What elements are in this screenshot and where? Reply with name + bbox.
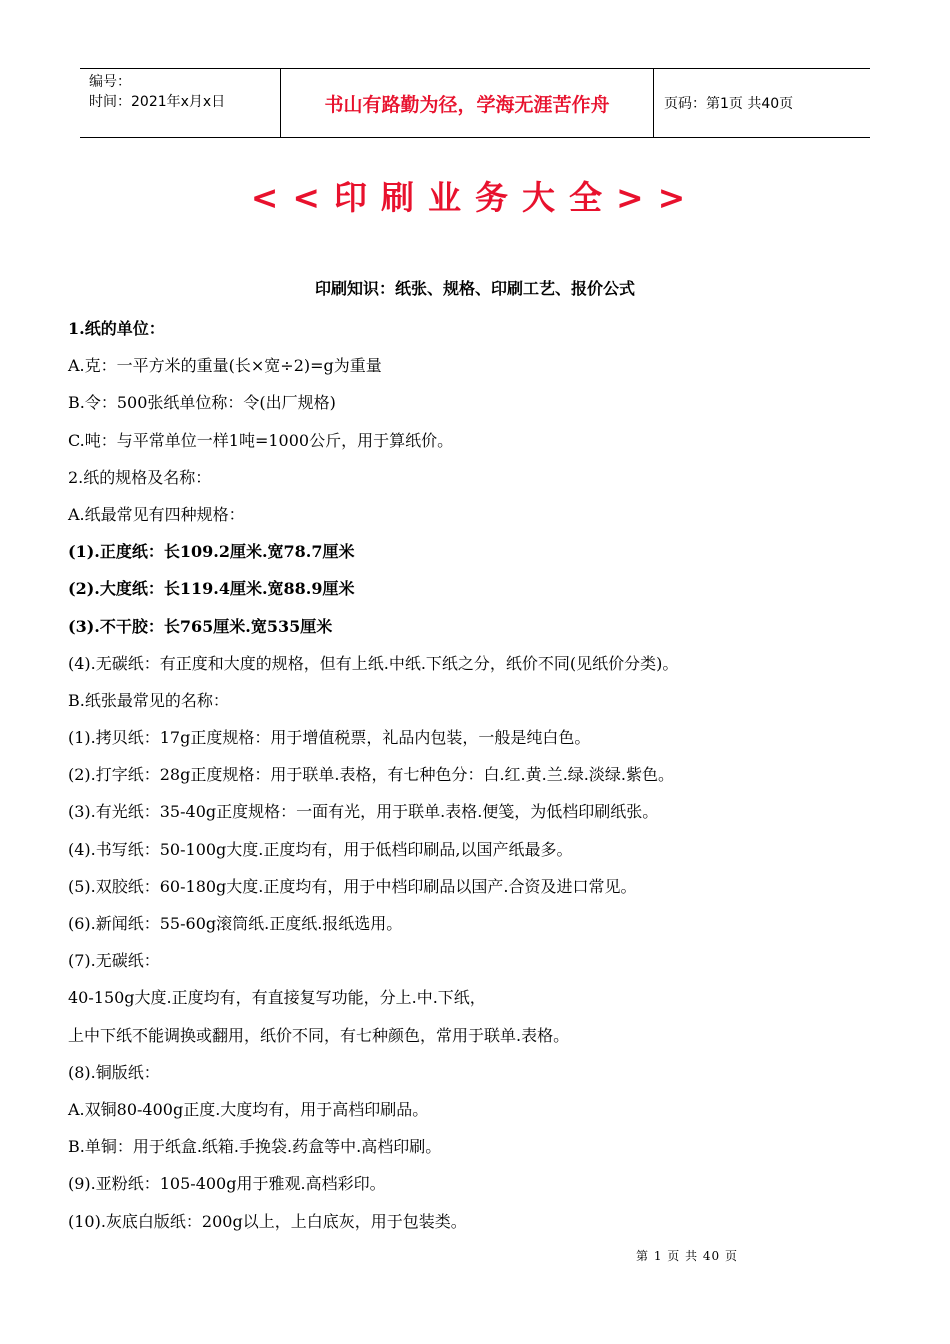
text-line: A.双铜80-400g正度.大度均有，用于高档印刷品。 bbox=[68, 1099, 429, 1119]
document-title: <<印刷业务大全>> bbox=[250, 178, 700, 217]
text-line: 2.纸的规格及名称： bbox=[68, 467, 212, 487]
text-line: B.单铜：用于纸盒.纸箱.手挽袋.药盒等中.高档印刷。 bbox=[68, 1137, 442, 1157]
page-footer: 第 1 页 共 40 页 bbox=[636, 1249, 738, 1263]
header-motto: 书山有路勤为径，学海无涯苦作舟 bbox=[281, 69, 654, 137]
text-line: (2).打字纸：28g正度规格：用于联单.表格，有七种色分：白.红.黄.兰.绿.淡绿.紫色。 bbox=[68, 765, 674, 785]
body-text bbox=[68, 310, 888, 1240]
page-header bbox=[80, 68, 870, 138]
document-subtitle: 印刷知识：纸张、规格、印刷工艺、报价公式 bbox=[314, 279, 635, 298]
text-line: (10).灰底白版纸：200g以上，上白底灰，用于包装类。 bbox=[68, 1211, 467, 1231]
header-meta-cell bbox=[80, 69, 281, 137]
text-line: (3).不干胶：长765厘米.宽535厘米 bbox=[68, 616, 333, 636]
time-label: 时间：2021年x月x日 bbox=[89, 94, 226, 110]
text-line: 上中下纸不能调换或翻用，纸价不同，有七种颜色，常用于联单.表格。 bbox=[68, 1025, 570, 1045]
text-line: 1.纸的单位： bbox=[68, 319, 165, 338]
text-line: (6).新闻纸：55-60g滚筒纸.正度纸.报纸选用。 bbox=[68, 914, 403, 933]
text-line: (3).有光纸：35-40g正度规格：一面有光，用于联单.表格.便笺，为低档印刷纸张。 bbox=[68, 802, 659, 822]
text-line: A.纸最常见有四种规格： bbox=[68, 504, 245, 524]
text-line: (1).正度纸：长109.2厘米.宽78.7厘米 bbox=[68, 542, 355, 562]
text-line: B.令：500张纸单位称：令(出厂规格) bbox=[68, 393, 336, 413]
text-line: (8).铜版纸： bbox=[68, 1062, 160, 1082]
text-line: A.克：一平方米的重量(长×宽÷2)=g为重量 bbox=[68, 356, 382, 376]
text-line: (7).无碳纸： bbox=[68, 951, 160, 971]
header-page-info: 页码：第1页 共40页 bbox=[664, 96, 794, 112]
text-line: 40-150g大度.正度均有，有直接复写功能，分上.中.下纸， bbox=[68, 988, 486, 1008]
text-line: (5).双胶纸：60-180g大度.正度均有，用于中档印刷品以国产.合资及进口常见。 bbox=[68, 876, 637, 896]
text-line: C.吨：与平常单位一样1吨=1000公斤，用于算纸价。 bbox=[68, 430, 454, 450]
text-line: (2).大度纸：长119.4厘米.宽88.9厘米 bbox=[68, 579, 355, 599]
text-line: (9).亚粉纸：105-400g用于雅观.高档彩印。 bbox=[68, 1174, 386, 1194]
text-line: (4).无碳纸：有正度和大度的规格，但有上纸.中纸.下纸之分，纸价不同(见纸价分类)。 bbox=[68, 653, 679, 673]
text-line: (1).拷贝纸：17g正度规格：用于增值税票，礼品内包装，一般是纯白色。 bbox=[68, 728, 591, 748]
text-line: (4).书写纸：50-100g大度.正度均有，用于低档印刷品,以国产纸最多。 bbox=[68, 839, 573, 859]
number-label: 编号： bbox=[89, 74, 131, 90]
text-line: B.纸张最常见的名称： bbox=[68, 690, 229, 710]
